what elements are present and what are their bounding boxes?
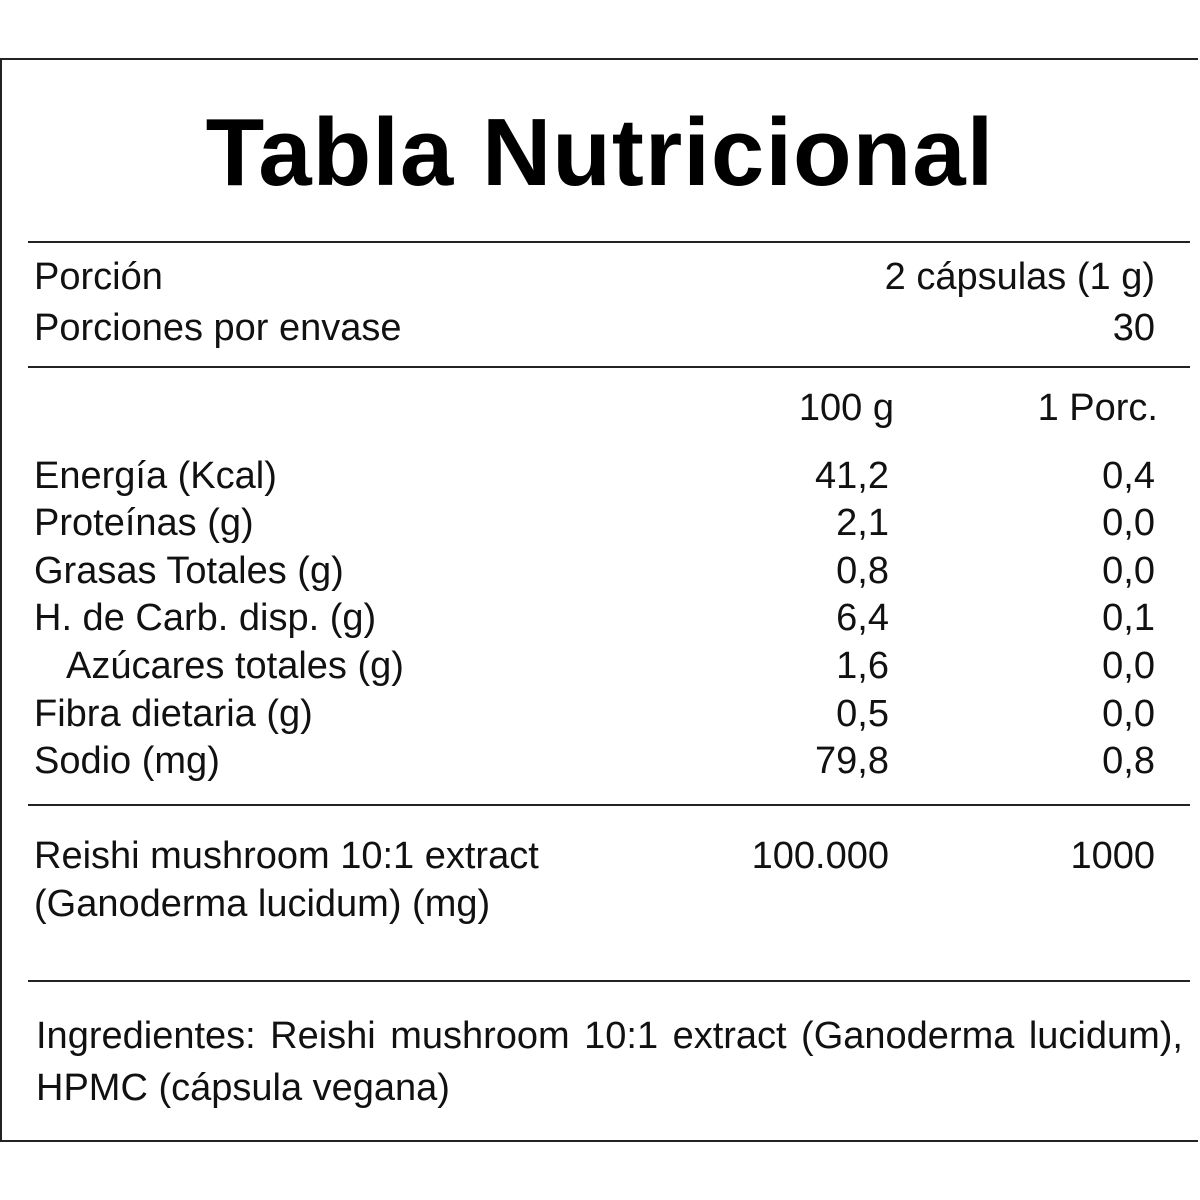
nutrient-label: Energía (Kcal) xyxy=(34,455,277,497)
portion-label: Porción xyxy=(34,256,163,298)
nutrient-label: Proteínas (g) xyxy=(34,502,254,544)
divider-top xyxy=(28,241,1190,243)
nutrient-per-serving: 0,0 xyxy=(1102,645,1155,687)
nutrient-per-serving: 0,0 xyxy=(1102,550,1155,592)
nutrient-per100: 6,4 xyxy=(836,597,889,639)
nutrient-label: H. de Carb. disp. (g) xyxy=(34,597,377,639)
ingredients-text: Ingredientes: Reishi mushroom 10:1 extract (Ganoderma lucidum), HPMC (cápsula vegana) xyxy=(36,1015,1183,1109)
portion-value: 2 cápsulas (1 g) xyxy=(884,256,1155,298)
nutrient-per-serving: 0,1 xyxy=(1102,597,1155,639)
nutrient-per100: 1,6 xyxy=(836,645,889,687)
nutrient-per100: 0,8 xyxy=(836,550,889,592)
page-title: Tabla Nutricional xyxy=(205,99,995,206)
nutrient-per-serving: 0,8 xyxy=(1102,740,1155,782)
nutrient-per-serving: 0,4 xyxy=(1102,455,1155,497)
nutrient-label: Sodio (mg) xyxy=(34,740,220,782)
divider-nutrients xyxy=(28,804,1190,806)
nutrient-label: Fibra dietaria (g) xyxy=(34,693,313,735)
nutrient-per-serving: 0,0 xyxy=(1102,502,1155,544)
servings-value: 30 xyxy=(1112,307,1155,349)
nutrient-label: Grasas Totales (g) xyxy=(34,550,344,592)
extract-label-line1: Reishi mushroom 10:1 extract xyxy=(34,835,539,877)
nutrient-per100: 2,1 xyxy=(836,502,889,544)
nutrient-label-sub: Azúcares totales (g) xyxy=(66,645,404,687)
nutrient-per-serving: 0,0 xyxy=(1102,693,1155,735)
nutrient-per100: 0,5 xyxy=(836,693,889,735)
extract-per100: 100.000 xyxy=(751,835,889,877)
nutrient-per100: 79,8 xyxy=(815,740,889,782)
servings-label: Porciones por envase xyxy=(34,307,402,349)
extract-per-serving: 1000 xyxy=(1070,835,1155,877)
column-header-100g: 100 g xyxy=(798,387,894,429)
extract-label-line2: (Ganoderma lucidum) (mg) xyxy=(34,883,491,925)
divider-serving xyxy=(28,366,1190,368)
divider-extract xyxy=(28,980,1190,982)
nutrient-per100: 41,2 xyxy=(815,455,889,497)
column-header-portion: 1 Porc. xyxy=(1037,387,1158,429)
